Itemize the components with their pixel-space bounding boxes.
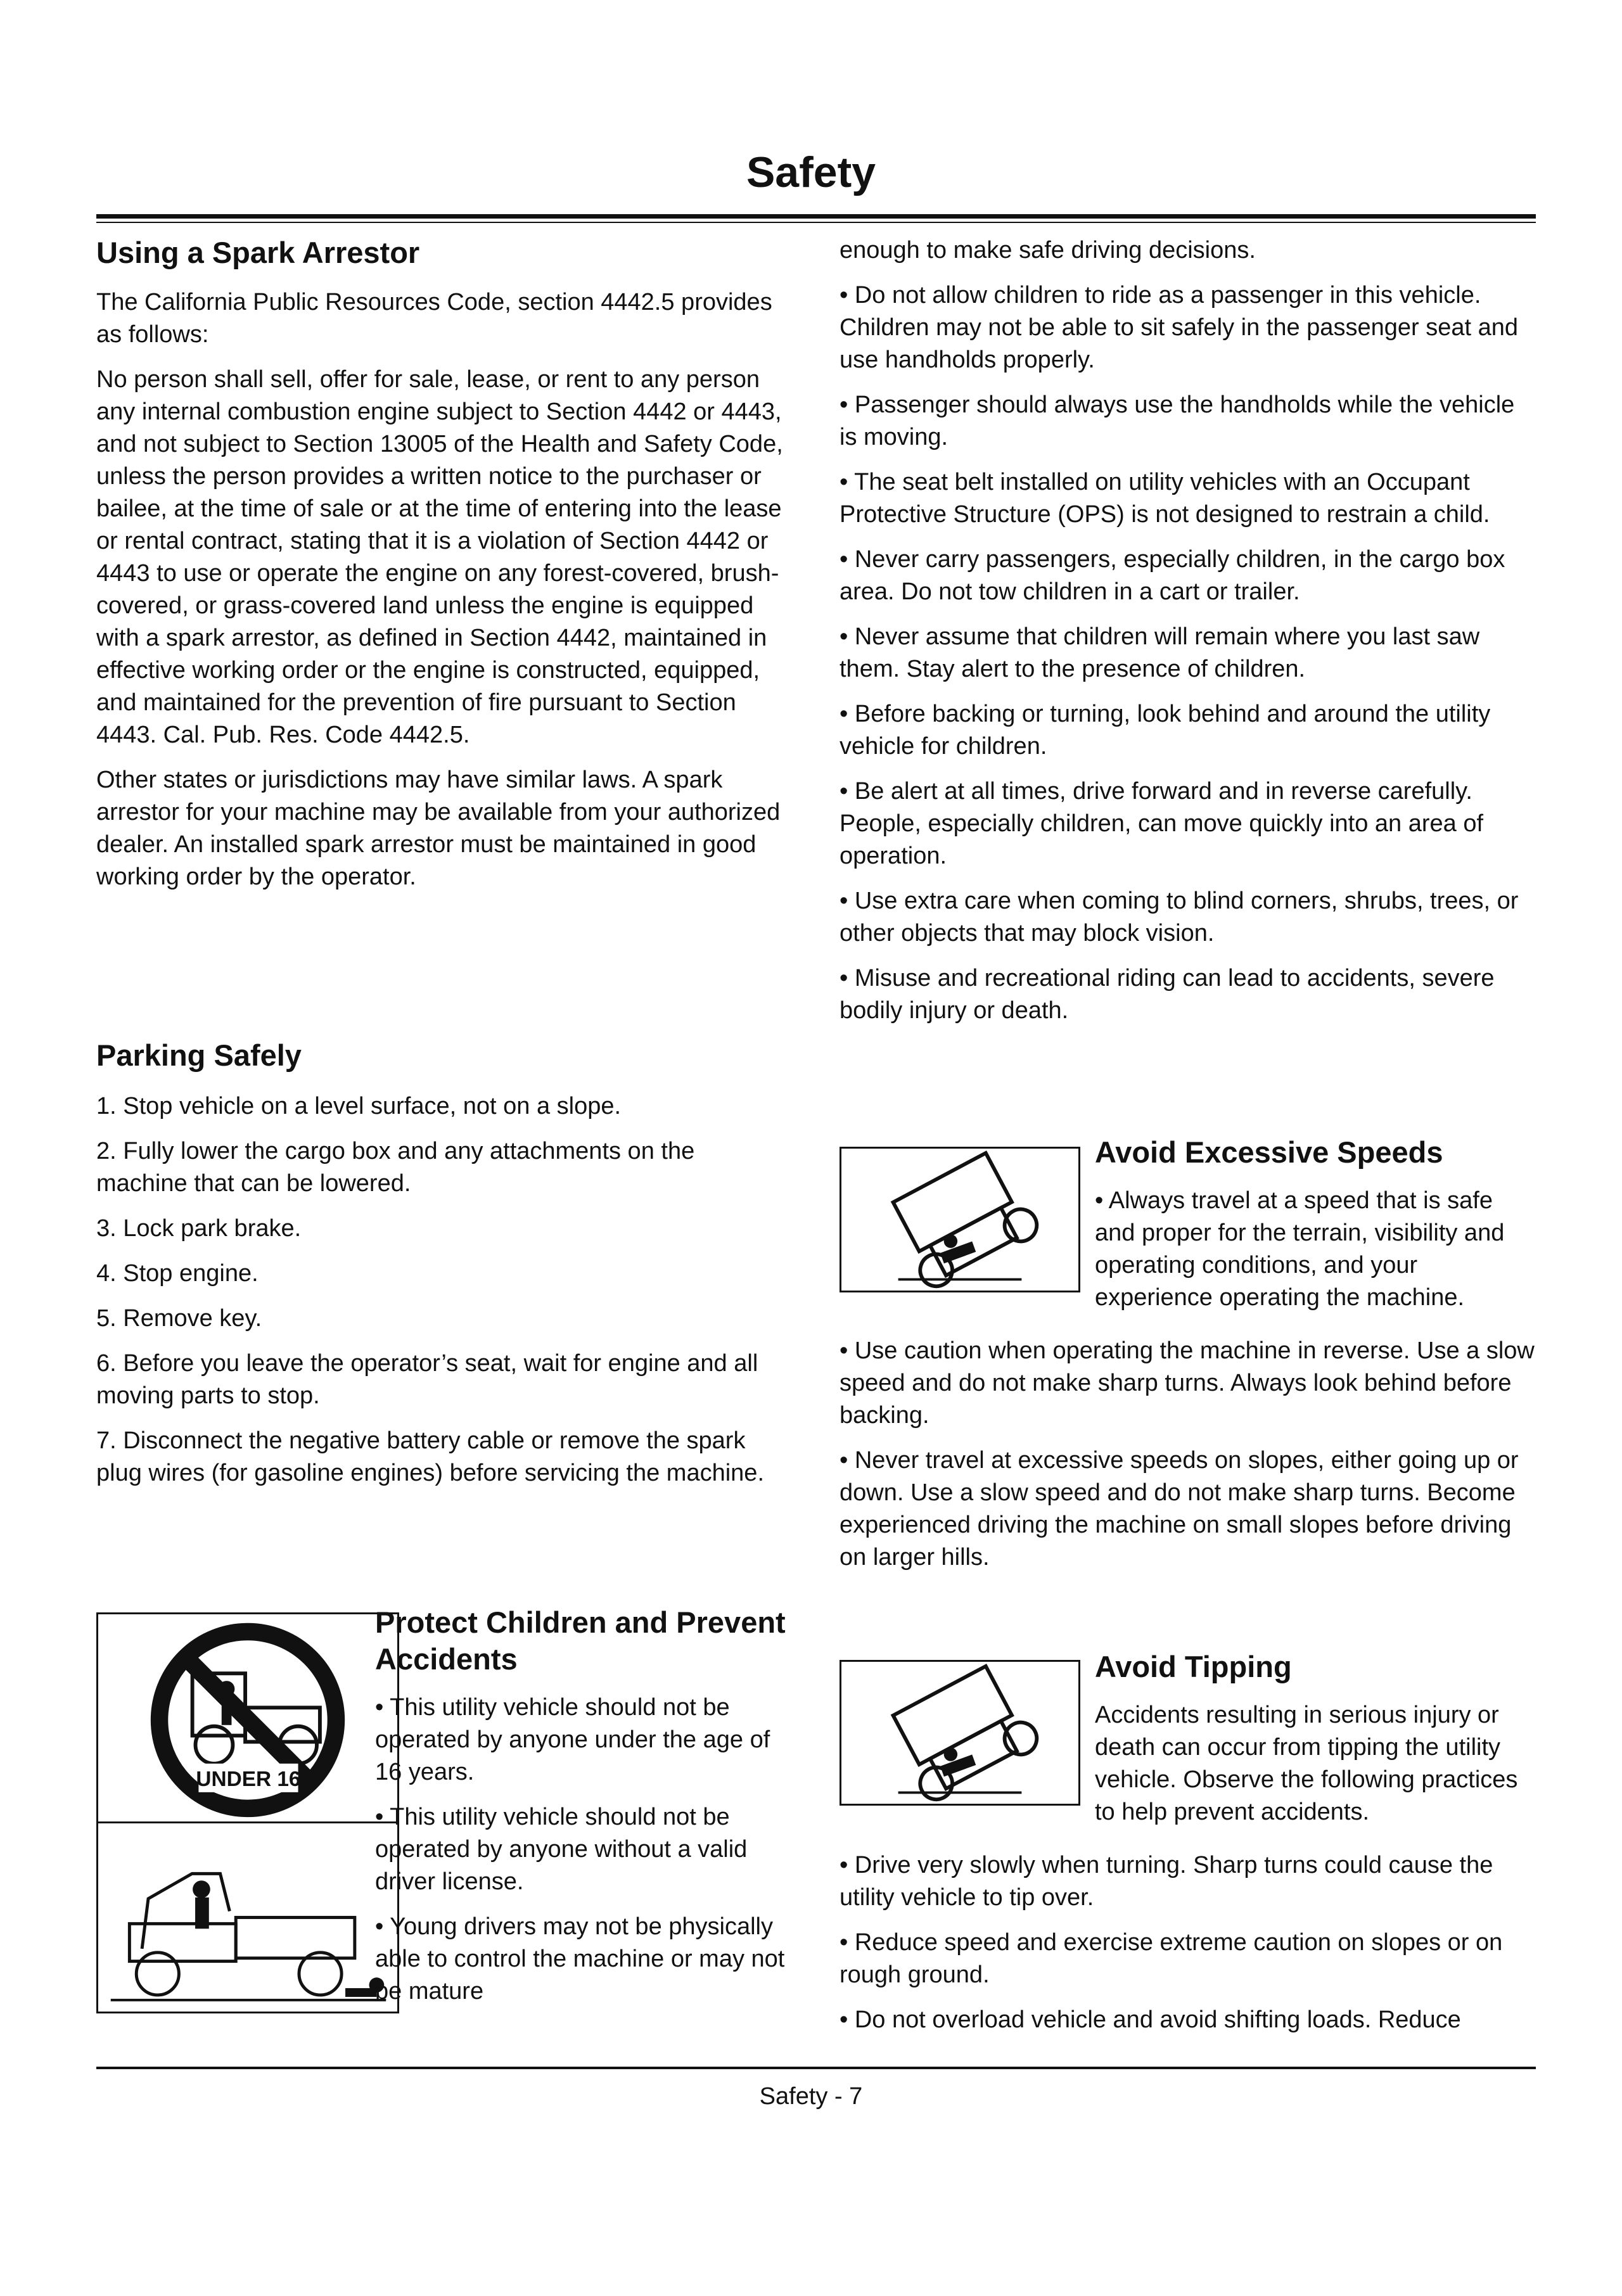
avoid-speeds-section: [1095, 1134, 1538, 1314]
spark-arrestor-other-states: Other states or jurisdictions may have similar laws. A spark arrestor for your machine may be available from your authorized dealer. An installed spark arrestor must be maintained in good working order by the operator.: [96, 767, 781, 890]
tipping-bullet: • Do not overload vehicle and avoid shifting loads. Reduce: [840, 2006, 1461, 2033]
spark-arrestor-section: [96, 234, 790, 893]
tipping-bullet: • Drive very slowly when turning. Sharp turns could cause the utility vehicle to tip over.: [840, 1852, 1493, 1911]
children-bullet: • This utility vehicle should not be operated by anyone under the age of 16 years.: [375, 1694, 770, 1785]
tipping-intro: Accidents resulting in serious injury or death can occur from tipping the utility vehicle. Observe the following practices to help prevent accidents.: [1095, 1702, 1518, 1825]
avoid-tipping-heading: Avoid Tipping: [1095, 1650, 1292, 1683]
children-bullet: • Young drivers may not be physically able to control the machine or may not be mature: [375, 1913, 785, 2005]
children-bullet: • Never assume that children will remain where you last saw them. Stay alert to the presence of children.: [840, 623, 1480, 682]
parking-step: 7. Disconnect the negative battery cable or remove the spark plug wires (for gasoline engines) before servicing the machine.: [96, 1427, 764, 1486]
child-run-over-figure: [96, 1823, 399, 2013]
under-16-label: UNDER 16: [196, 1768, 301, 1792]
tip-over-figure: [840, 1147, 1080, 1292]
speeds-bullet: • Never travel at excessive speeds on slopes, either going up or down. Use a slow speed and do not make sharp turns. Become experienced driving the machine on small slopes before driving on larger hills.: [840, 1447, 1519, 1571]
children-bullet: • Use extra care when coming to blind corners, shrubs, trees, or other objects that may block vision.: [840, 888, 1519, 947]
header-rule-thin: [96, 222, 1536, 223]
parking-step: 5. Remove key.: [96, 1305, 262, 1332]
tip-over-figure-2: [840, 1660, 1080, 1806]
avoid-speeds-heading: Avoid Excessive Speeds: [1095, 1135, 1443, 1169]
children-bullet: • The seat belt installed on utility vehicles with an Occupant Protective Structure (OPS) is not designed to restrain a child.: [840, 469, 1490, 528]
vehicle-tipping-icon: [841, 1149, 1078, 1291]
protect-children-heading: Protect Children and Prevent Accidents: [375, 1605, 786, 1676]
spark-arrestor-code-text: No person shall sell, offer for sale, lease, or rent to any person any internal combustion engine subject to Section 4442 or 4443, and not subject to Section 13005 of the Health and Safety Code, unless the person provides a written notice to the purchaser or bailee, at the time of sale or at the time of entering into the lease or rental contract, stating that it is a violation of Section 4442 or 4443 to use or operate the engine on any forest-covered, brush-covered, or grass-covered land unless the engine is equipped with a spark arrestor, as defined in Section 4442, maintained in effective working order or the engine is constructed, equipped, and maintained for the prevention of fire pursuant to Section 4443. Cal. Pub. Res. Code 4442.5.: [96, 366, 783, 748]
children-bullet: • This utility vehicle should not be operated by anyone without a valid driver license.: [375, 1804, 748, 1895]
children-bullet: • Do not allow children to ride as a passenger in this vehicle. Children may not be able to sit safely in the passenger seat and use handholds properly.: [840, 282, 1518, 373]
tipping-bullet: • Reduce speed and exercise extreme caution on slopes or on rough ground.: [840, 1929, 1503, 1988]
children-bullet: • Passenger should always use the handholds while the vehicle is moving.: [840, 392, 1515, 450]
children-continued-section: [840, 234, 1536, 1027]
parking-heading: Parking Safely: [96, 1038, 302, 1072]
footer-rule: [96, 2067, 1536, 2069]
no-under-16-figure: [96, 1612, 399, 1823]
parking-step: 1. Stop vehicle on a level surface, not on a slope.: [96, 1093, 622, 1119]
parking-step: 4. Stop engine.: [96, 1260, 259, 1287]
header-rule: [96, 214, 1536, 219]
parking-step: 3. Lock park brake.: [96, 1215, 302, 1242]
parking-step: 2. Fully lower the cargo box and any attachments on the machine that can be lowered.: [96, 1138, 695, 1197]
parking-step: 6. Before you leave the operator’s seat, wait for engine and all moving parts to stop.: [96, 1350, 758, 1409]
children-continuation: enough to make safe driving decisions.: [840, 237, 1256, 264]
protect-children-section: [375, 1604, 793, 2008]
child-hazard-icon: [98, 1823, 397, 2012]
vehicle-tipping-icon: [841, 1662, 1078, 1804]
page-title: Safety: [746, 148, 876, 196]
spark-arrestor-heading: Using a Spark Arrestor: [96, 236, 420, 269]
avoid-tipping-section: [1095, 1649, 1538, 1828]
speeds-bullet: • Use caution when operating the machine in reverse. Use a slow speed and do not make sharp turns. Always look behind before backing.: [840, 1337, 1535, 1429]
children-bullet: • Before backing or turning, look behind and around the utility vehicle for children.: [840, 701, 1491, 760]
children-bullet: • Misuse and recreational riding can lead to accidents, severe bodily injury or death.: [840, 965, 1495, 1024]
no-under-16-icon: [98, 1614, 397, 1821]
speeds-bullet: • Always travel at a speed that is safe and proper for the terrain, visibility and operating conditions, and your experience operating the machine.: [1095, 1187, 1505, 1311]
avoid-tipping-more: [840, 1849, 1536, 2036]
children-bullet: • Be alert at all times, drive forward and in reverse carefully. People, especially children, can move quickly into an area of operation.: [840, 778, 1484, 869]
children-bullet: • Never carry passengers, especially children, in the cargo box area. Do not tow children in a cart or trailer.: [840, 546, 1505, 605]
spark-arrestor-intro: The California Public Resources Code, section 4442.5 provides as follows:: [96, 289, 772, 348]
page-footer: Safety - 7: [759, 2083, 863, 2110]
avoid-speeds-more: [840, 1335, 1536, 1574]
parking-section: [96, 1037, 790, 1489]
